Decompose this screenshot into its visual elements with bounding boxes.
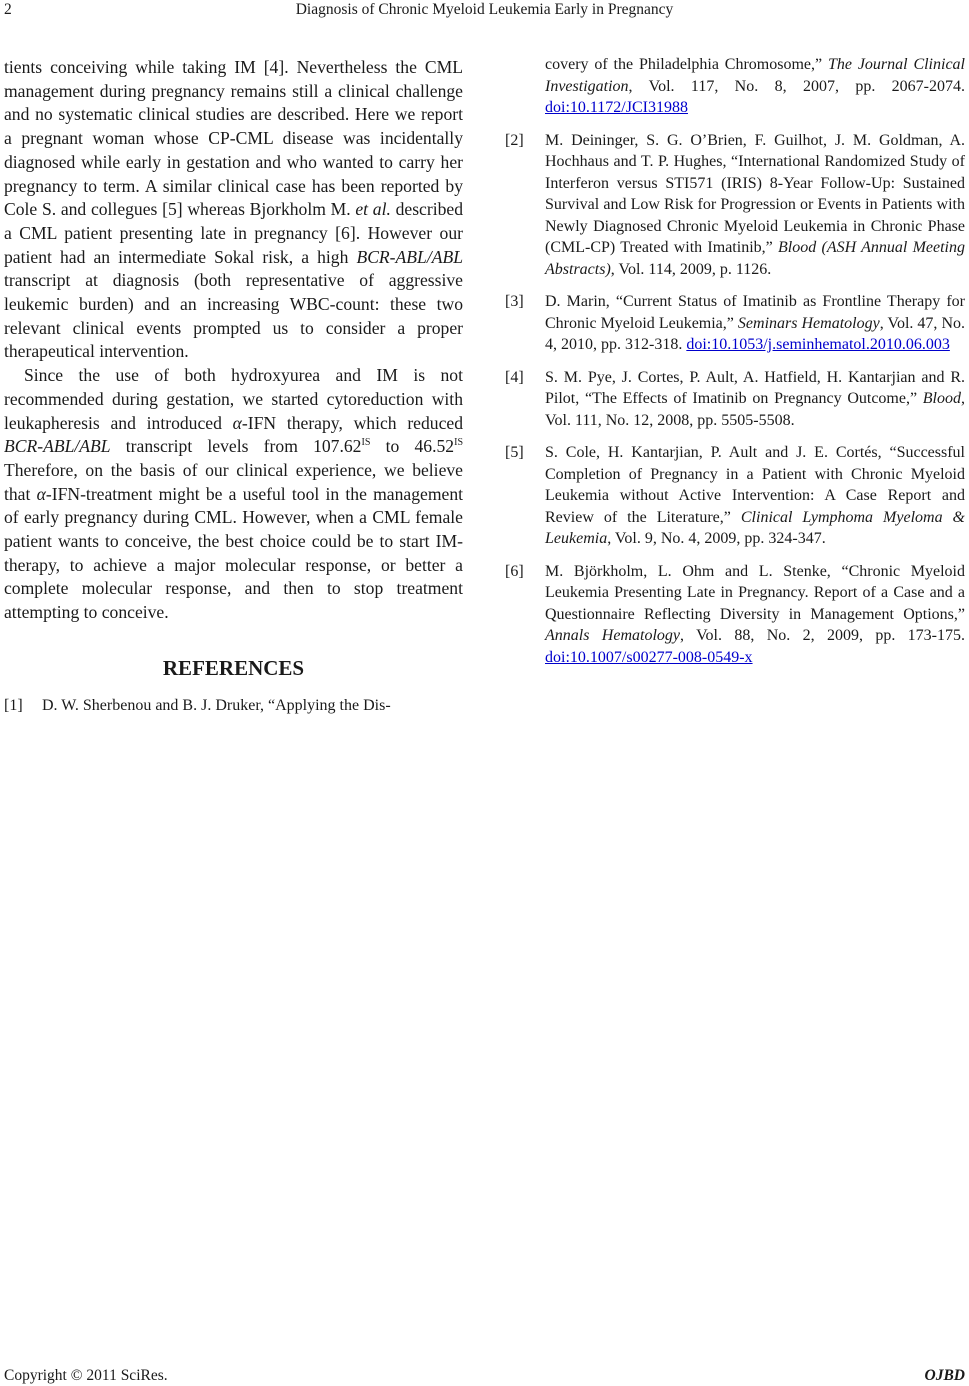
doi-link[interactable]: doi:10.1007/s00277-008-0549-x: [545, 648, 753, 666]
reference-2: [2] M. Deininger, S. G. O’Brien, F. Guilhot, J. M. Goldman, A. Hochhaus and T. P. Hughes, “International Randomized Study of Interferon versus STI571 (IRIS) 8-Year Follow-Up: Sustained Survival and Low Risk for Progression or Events in Patients with Newly Diagnosed Chronic Myeloid Leukemia in Chronic Phase (CML-CP) Treated with Imatinib,” Blood (ASH Annual Meeting Abstracts), Vol. 114, 2009, p. 1126.: [505, 131, 966, 278]
page-header: [0, 0, 969, 22]
doi-link[interactable]: doi:10.1172/JCI31988: [545, 99, 688, 116]
reference-number: [3]: [505, 293, 524, 310]
reference-4: [4] S. M. Pye, J. Cortes, P. Ault, A. Hatfield, H. Kantarjian and R. Pilot, “The Effects of Imatinib on Pregnancy Outcome,” Blood, Vol. 111, No. 12, 2008, pp. 5505-5508.: [505, 368, 965, 429]
right-column: [505, 54, 965, 679]
running-title: Diagnosis of Chronic Myeloid Leukemia Early in Pregnancy: [295, 1, 674, 18]
page-footer: [4, 1366, 965, 1386]
copyright-notice: Copyright © 2011 SciRes.: [4, 1367, 168, 1384]
page-number: 2: [4, 1, 12, 18]
references-heading: REFERENCES: [162, 655, 305, 680]
reference-number: [5]: [505, 444, 524, 461]
reference-1-continued: covery of the Philadelphia Chromosome,” The Journal Clinical Investigation, Vol. 117, No. 8, 2007, pp. 2067-2074. doi:10.1172/JCI31988: [545, 56, 965, 116]
reference-number: [4]: [505, 368, 524, 386]
body-paragraph-2: Since the use of both hydroxyurea and IM is not recommended during gestation, we started cytoreduction with leukapheresis and introduced α-IFN therapy, which reduced BCR-ABL/ABL transcript levels from $107.62^{IS}$ to $46.52^{IS}$ Therefore, on the basis of our clinical experience, we believe that α-IFN-treatment might be a useful tool in the management of early pregnancy during CML. However, when a CML female patient wants to conceive, the best choice could be to start IM-therapy, to achieve a major molecular response, or better a complete molecular response, and then to stop treatment attempting to conceive.: [4, 365, 464, 623]
reference-5: [5] S. Cole, H. Kantarjian, P. Ault and J. E. Cortés, “Successful Completion of Pregnancy in a Patient with Chronic Myeloid Leukemia without Active Intervention: A Case Report and Review of the Literature,” Clinical Lymphoma Myeloma & Leukemia, Vol. 9, No. 4, 2009, pp. 324-347.: [505, 444, 965, 547]
reference-3: [3] D. Marin, “Current Status of Imatinib as Frontline Therapy for Chronic Myeloid Leukemia,” Seminars Hematology, Vol. 47, No. 4, 2010, pp. 312-318. doi:10.1053/j.seminhematol.2010.06.003: [505, 293, 966, 353]
journal-abbreviation: OJBD: [924, 1367, 965, 1384]
reference-number: [2]: [505, 131, 524, 149]
doi-link[interactable]: doi:10.1053/j.seminhematol.2010.06.003: [686, 336, 950, 353]
reference-6: [6] M. Björkholm, L. Ohm and L. Stenke, “Chronic Myeloid Leukemia Presenting Late in Pregnancy. Report of a Case and a Questionnaire Reflecting Diversity in Management Options,” Annals Hematology, Vol. 88, No. 2, 2009, pp. 173-175. doi:10.1007/s00277-008-0549-x: [505, 562, 965, 666]
body-paragraph-1: tients conceiving while taking IM [4]. Nevertheless the CML management during pregnancy remains still a clinical challenge and no systematic clinical studies are described. Here we report a pregnant woman whose CP-CML disease was incidentally diagnosed while early in gestation and who wanted to carry her pregnancy to term. A similar clinical case has been reported by Cole S. and collegues [5] whereas Bjorkholm M. et al. described a CML patient presenting late in pregnancy [6]. However our patient had an intermediate Sokal risk, a high BCR-ABL/ABL transcript at diagnosis (both representative of aggressive leukemic burden) and an increasing WBC-count: these two relevant clinical events prompted us to consider a proper therapeutical intervention.: [4, 57, 463, 362]
reference-1: [1] D. W. Sherbenou and B. J. Druker, “Applying the Dis-: [4, 695, 463, 717]
reference-number: [1]: [4, 696, 23, 714]
reference-number: [6]: [505, 562, 524, 580]
left-column: [4, 56, 463, 716]
